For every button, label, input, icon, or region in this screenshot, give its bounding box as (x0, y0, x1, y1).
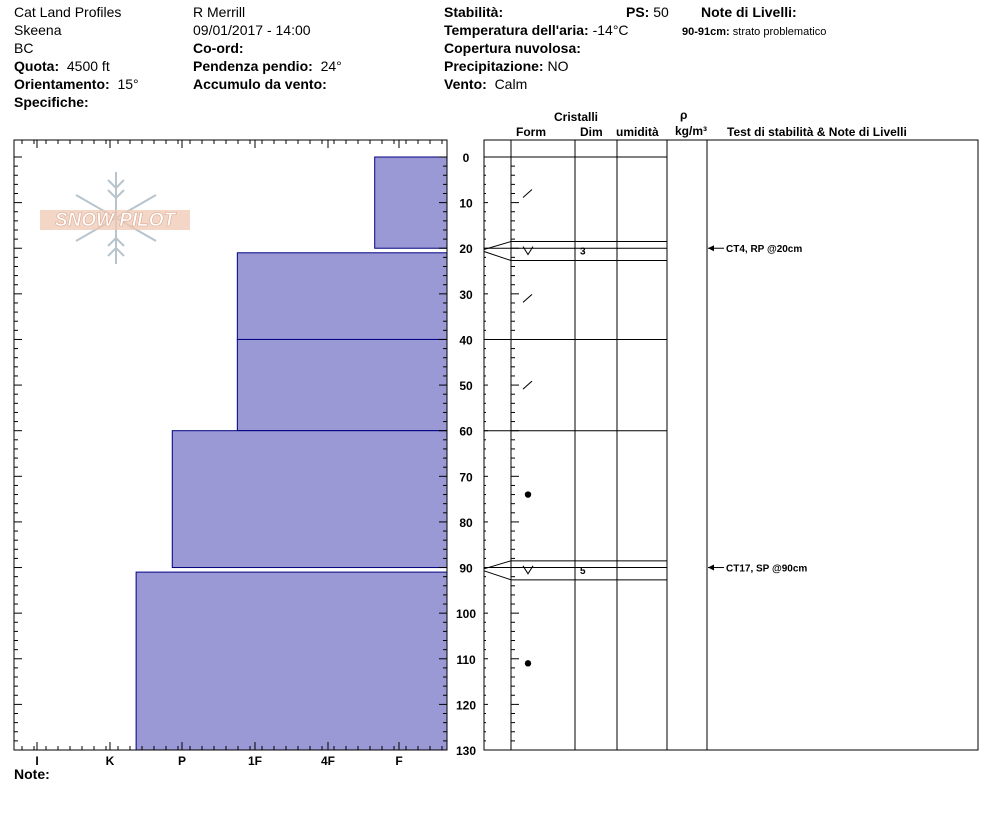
hardness-label: F (395, 754, 403, 768)
precip-value: NO (547, 58, 569, 74)
depth-label: 70 (459, 470, 473, 485)
hardness-label: 1F (247, 754, 263, 768)
air-temp-label: Temperatura dell'aria: (444, 22, 589, 38)
ps-value: 50 (653, 4, 669, 20)
wind-loading-label: Accumulo da vento: (193, 76, 327, 92)
form-header: Form (516, 125, 546, 139)
hardness-layer (375, 157, 447, 248)
test-result: CT4, RP @20cm (726, 244, 803, 256)
crystal-size: 3 (580, 246, 586, 258)
cloud-cover-label: Copertura nuvolosa: (444, 40, 581, 56)
region: BC (14, 40, 34, 56)
size-header: Dim (580, 125, 603, 139)
crystals-header: Cristalli (554, 110, 599, 124)
decomposing-icon (523, 294, 532, 302)
wind-value: Calm (494, 76, 528, 92)
hardness-layers (136, 157, 447, 750)
depth-label: 40 (459, 333, 473, 348)
aspect-value: 15° (117, 76, 139, 92)
depth-label: 90 (459, 561, 473, 576)
stability-label: Stabilità: (444, 4, 504, 20)
slope-label: Pendenza pendio: (193, 58, 313, 74)
density-unit: kg/m³ (675, 124, 708, 138)
ps-label: PS: (626, 4, 650, 20)
elevation-value: 4500 ft (66, 58, 110, 74)
crystal-table-frame (484, 140, 978, 750)
location-name: Cat Land Profiles (14, 4, 122, 20)
observation-datetime: 09/01/2017 - 14:00 (193, 22, 311, 38)
depth-label: 10 (459, 196, 473, 211)
hardness-layer (237, 253, 447, 340)
decomposing-icon (523, 381, 532, 389)
depth-label: 130 (455, 744, 477, 758)
observer: R Merrill (193, 4, 246, 20)
hardness-label: 4F (320, 754, 336, 768)
hardness-layer (136, 572, 447, 750)
layer-notes-label: Note di Livelli: (701, 4, 797, 20)
wind-label: Vento: (444, 76, 487, 92)
air-temp-value: -14°C (592, 22, 629, 38)
depth-label: 100 (455, 607, 477, 622)
depth-label: 50 (459, 379, 473, 394)
surface-hoar-icon (523, 247, 533, 255)
layer-note-text: strato problematico (732, 26, 827, 38)
depth-label: 120 (455, 698, 477, 713)
hardness-label: K (105, 754, 115, 768)
tests-header: Test di stabilità & Note di Livelli (727, 125, 907, 139)
depth-label: 20 (459, 242, 473, 257)
crystal-size: 5 (580, 565, 586, 577)
arrow-head-icon (708, 245, 714, 251)
mountain-range: Skeena (14, 22, 62, 38)
hardness-label: I (35, 754, 39, 768)
precip-label: Precipitazione: (444, 58, 544, 74)
logo-text: SNOW PILOT (54, 210, 176, 231)
depth-label: 110 (456, 652, 476, 667)
depth-label: 80 (459, 515, 473, 530)
weak-layer-connector (484, 252, 511, 261)
aspect-label: Orientamento: (14, 76, 110, 92)
specifics-label: Specifiche: (14, 94, 89, 110)
weak-layer-connector (484, 571, 511, 580)
arrow-head-icon (708, 565, 714, 571)
hardness-layer (237, 339, 447, 430)
density-symbol: ρ (680, 108, 688, 122)
hardness-label: P (177, 754, 187, 768)
rounded-grain-icon (525, 660, 531, 666)
test-result: CT17, SP @90cm (726, 563, 808, 575)
depth-label: 60 (459, 424, 473, 439)
surface-hoar-icon (523, 566, 533, 574)
depth-label: 0 (462, 151, 470, 165)
notes-label: Note: (14, 766, 50, 782)
hardness-layer (172, 431, 447, 568)
layer-note-depth: 90-91cm: (682, 26, 730, 38)
decomposing-icon (523, 189, 532, 197)
coord-label: Co-ord: (193, 40, 244, 56)
elevation-label: Quota: (14, 58, 60, 74)
slope-value: 24° (320, 58, 342, 74)
rounded-grain-icon (525, 491, 531, 497)
moisture-header: umidità (616, 125, 659, 139)
stability-tests (708, 244, 807, 574)
depth-label: 30 (459, 287, 473, 302)
